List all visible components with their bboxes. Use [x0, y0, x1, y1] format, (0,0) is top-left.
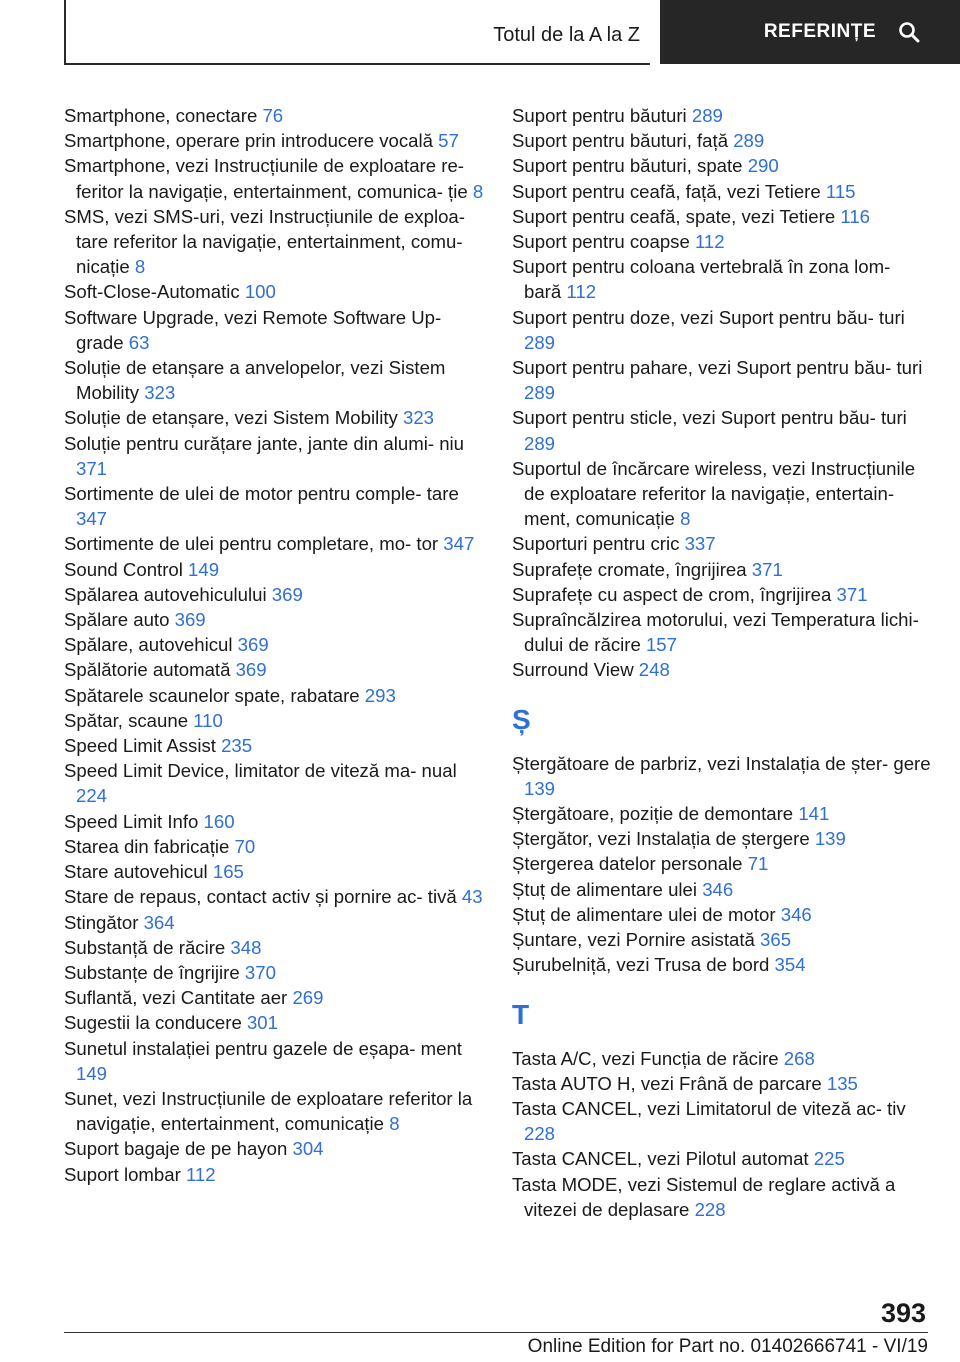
index-entry [512, 657, 932, 682]
page-reference-link[interactable]: 139 [524, 777, 556, 799]
page-reference-link[interactable]: 346 [780, 903, 812, 925]
page-reference-link[interactable]: 160 [203, 810, 235, 832]
page-reference-link[interactable]: 63 [128, 331, 150, 353]
page-reference-link[interactable]: 323 [144, 382, 176, 404]
index-entry [64, 557, 484, 582]
index-entry-text: Ștuț de alimentare ulei [512, 878, 698, 900]
index-entry-text: Sunetul instalației pentru gazele de eșapa‐ ment [64, 1037, 462, 1059]
index-entry [512, 128, 932, 153]
index-entry-text: Suport pentru băuturi [512, 105, 687, 126]
index-entry [64, 103, 484, 128]
index-entry [512, 254, 932, 304]
index-entry [64, 1136, 484, 1161]
index-entry [512, 1071, 932, 1096]
index-entry-text: SMS, vezi SMS-uri, vezi Instrucțiunile de exploa‐ tare referitor la navigație, entertainment, comu‐ nicație [64, 205, 465, 278]
index-entry-text: Ștuț de alimentare ulei de motor [512, 903, 776, 925]
page-reference-link[interactable]: 228 [524, 1123, 556, 1145]
page-reference-link[interactable]: 149 [188, 558, 220, 580]
page-reference-link[interactable]: 100 [244, 281, 276, 303]
index-entry-text: Spălarea autovehiculului [64, 583, 267, 605]
index-entry [64, 1162, 484, 1187]
page-reference-link[interactable]: 369 [237, 634, 269, 656]
index-entry-text: Stare autovehicul [64, 861, 208, 883]
page-reference-link[interactable]: 112 [185, 1163, 216, 1185]
index-entry [64, 531, 484, 556]
page-reference-link[interactable]: 371 [76, 457, 108, 479]
index-entry-text: Suport pentru doze, vezi Suport pentru bău‐ turi [512, 306, 905, 328]
footer-divider [64, 1332, 928, 1333]
index-entry [64, 405, 484, 430]
index-entry-text: Ștergător, vezi Instalația de ștergere [512, 828, 810, 850]
index-entry [512, 851, 932, 876]
page-reference-link[interactable]: 371 [836, 583, 868, 605]
page-reference-link[interactable]: 235 [221, 735, 253, 757]
page-reference-link[interactable]: 149 [76, 1062, 108, 1084]
edition-footer: Online Edition for Part no. 01402666741 - VI/19 [527, 1336, 928, 1357]
index-entry-text: Supraîncălzirea motorului, vezi Temperatura lichi‐ dului de răcire [512, 609, 919, 656]
index-entry-text: Speed Limit Info [64, 810, 199, 832]
references-tab-label: REFERINȚE [763, 21, 876, 42]
index-entry [64, 355, 484, 405]
index-entry-text: Surround View [512, 659, 634, 681]
index-entry-text: Stingător [64, 911, 139, 933]
page-reference-link[interactable]: 346 [702, 878, 734, 900]
index-entry-text: Suprafețe cu aspect de crom, îngrijirea [512, 583, 832, 605]
index-entry-text: Spălare auto [64, 609, 170, 631]
index-entry [64, 481, 484, 531]
index-entry-text: Suport pentru coapse [512, 231, 690, 253]
index-entry [512, 1096, 932, 1146]
page-reference-link[interactable]: 116 [840, 205, 871, 227]
index-entry-text: Tasta MODE, vezi Sistemul de reglare activă a vitezei de deplasare [512, 1173, 896, 1220]
page-reference-link[interactable]: 347 [443, 533, 475, 555]
index-entry [64, 935, 484, 960]
index-entry [512, 952, 932, 977]
index-entry [512, 305, 932, 355]
index-entry-text: Spălare, autovehicul [64, 634, 233, 656]
page-reference-link[interactable]: 289 [524, 432, 556, 454]
index-entry [64, 657, 484, 682]
index-entry [64, 683, 484, 708]
index-entry [64, 985, 484, 1010]
index-entry-text: Spălătorie automată [64, 659, 231, 681]
index-entry [512, 902, 932, 927]
index-entry [512, 1046, 932, 1071]
index-entry [64, 607, 484, 632]
index-entry [512, 557, 932, 582]
index-entry-text: Suport pentru sticle, vezi Suport pentru bău‐ turi [512, 407, 907, 429]
index-entry-text: Ștergerea datelor personale [512, 853, 743, 875]
page-reference-link[interactable]: 141 [798, 803, 830, 825]
search-icon[interactable] [898, 21, 920, 43]
index-entry [512, 405, 932, 455]
index-entry [512, 1172, 932, 1222]
index-entry-text: Suprafețe cromate, îngrijirea [512, 558, 747, 580]
index-entry [512, 355, 932, 405]
index-entry [512, 153, 932, 178]
page-reference-link[interactable]: 76 [262, 105, 284, 126]
page-reference-link[interactable]: 57 [438, 130, 459, 152]
index-entry-text: Suport pentru băuturi, față [512, 130, 729, 152]
page-reference-link[interactable]: 225 [813, 1148, 845, 1170]
page-reference-link[interactable]: 293 [364, 684, 396, 706]
index-entry-text: Spătarele scaunelor spate, rabatare [64, 684, 360, 706]
index-entry-text: Smartphone, operare prin introducere vocală [64, 130, 433, 152]
index-entry-text: Tasta CANCEL, vezi Pilotul automat [512, 1148, 809, 1170]
index-group-s [512, 103, 932, 683]
index-entry [64, 1010, 484, 1035]
page-reference-link[interactable]: 8 [389, 1113, 400, 1135]
index-column-left [64, 103, 484, 1187]
index-entry [512, 607, 932, 657]
index-entry [64, 884, 484, 909]
index-entry [512, 582, 932, 607]
index-entry-text: Substanțe de îngrijire [64, 961, 240, 983]
section-title: Totul de la A la Z [493, 24, 640, 46]
index-entry-text: Suport lombar [64, 1163, 181, 1185]
page-reference-link[interactable]: 369 [271, 583, 303, 605]
index-group-t [512, 1046, 932, 1222]
index-entry-text: Suport pentru ceafă, spate, vezi Tetiere [512, 205, 836, 227]
index-entry [512, 531, 932, 556]
index-entry [64, 859, 484, 884]
page-reference-link[interactable]: 112 [566, 281, 597, 303]
page-reference-link[interactable]: 43 [461, 886, 483, 908]
page-reference-link[interactable]: 165 [212, 861, 244, 883]
index-entry-text: Suport pentru ceafă, față, vezi Tetiere [512, 180, 821, 202]
index-entry-text: Soluție pentru curățare jante, jante din alumi‐ niu [64, 432, 465, 454]
index-entry-text: Tasta A/C, vezi Funcția de răcire [512, 1047, 779, 1069]
index-entry-text: Suportul de încărcare wireless, vezi Instrucțiunile de exploatare referitor la navigație, entertain‐ ment, comunicație [512, 457, 916, 530]
index-entry [512, 456, 932, 532]
index-entry-text: Sound Control [64, 558, 183, 580]
index-entry [512, 877, 932, 902]
index-entry [64, 204, 484, 280]
index-entry-text: Șurubelniță, vezi Trusa de bord [512, 954, 770, 976]
index-entry-text: Sunet, vezi Instrucțiunile de exploatare referitor la navigație, entertainment, comunicație [64, 1087, 473, 1135]
index-entry-text: Șuntare, vezi Pornire asistată [512, 929, 755, 951]
page-reference-link[interactable]: 110 [193, 709, 223, 731]
index-entry-text: Spătar, scaune [64, 709, 189, 731]
page-reference-link[interactable]: 135 [826, 1072, 858, 1094]
page-reference-link[interactable]: 157 [645, 634, 677, 656]
index-entry [64, 960, 484, 985]
references-tab[interactable] [660, 0, 960, 64]
index-entry [64, 128, 484, 153]
index-entry [512, 927, 932, 952]
page-reference-link[interactable]: 323 [402, 407, 435, 429]
page-reference-link[interactable]: 71 [747, 853, 769, 875]
index-entry [512, 179, 932, 204]
page-reference-link[interactable]: 354 [774, 954, 806, 976]
page-reference-link[interactable]: 112 [694, 231, 725, 253]
index-entry [64, 582, 484, 607]
index-entry [64, 153, 484, 203]
index-entry-text: Soluție de etanșare a anvelopelor, vezi Sistem Mobility [64, 357, 446, 404]
page-reference-link[interactable]: 139 [814, 828, 846, 850]
index-entry-text: Speed Limit Device, limitator de viteză ma‐ nual [64, 760, 457, 782]
page-reference-link[interactable]: 348 [230, 936, 262, 958]
page-reference-link[interactable]: 289 [733, 130, 765, 152]
index-entry-text: Suport bagaje de pe hayon [64, 1138, 288, 1160]
page-reference-link[interactable]: 70 [234, 835, 256, 857]
index-entry-text: Suport pentru coloana vertebrală în zona lom‐ bară [512, 256, 891, 303]
index-entry [512, 751, 932, 801]
index-group-s-comma [512, 751, 932, 978]
index-entry [64, 708, 484, 733]
index-entry [512, 826, 932, 851]
index-entry-text: Tasta AUTO H, vezi Frână de parcare [512, 1072, 822, 1094]
index-entry-text: Suflantă, vezi Cantitate aer [64, 987, 288, 1009]
index-entry [512, 103, 932, 128]
index-entry-text: Substanță de răcire [64, 936, 226, 958]
index-entry [64, 279, 484, 304]
index-entry [512, 204, 932, 229]
index-entry [64, 733, 484, 758]
index-entry-text: Soft-Close-Automatic [64, 281, 240, 303]
page-reference-link[interactable]: 290 [747, 155, 779, 177]
page-reference-link[interactable]: 289 [524, 331, 556, 353]
page-reference-link[interactable]: 224 [76, 785, 108, 807]
index-entry-text: Suporturi pentru cric [512, 533, 680, 555]
page-reference-link[interactable]: 8 [134, 256, 146, 278]
page-reference-link[interactable]: 301 [246, 1012, 278, 1034]
index-entry-text: Smartphone, vezi Instrucțiunile de exploatare re‐ feritor la navigație, entertainment, comunica‐ ție [64, 155, 468, 202]
index-entry [64, 910, 484, 935]
index-entry-text: Starea din fabricație [64, 835, 230, 857]
index-entry [512, 229, 932, 254]
index-entry-text: Soluție de etanșare, vezi Sistem Mobility [64, 407, 398, 429]
page-reference-link[interactable]: 347 [76, 508, 108, 530]
page-reference-link[interactable]: 369 [235, 659, 267, 681]
page-reference-link[interactable]: 364 [143, 911, 175, 933]
index-entry [64, 758, 484, 808]
index-entry [512, 1146, 932, 1171]
page-reference-link[interactable]: 337 [684, 533, 716, 555]
index-entry-text: Smartphone, conectare [64, 105, 258, 126]
index-entry [64, 632, 484, 657]
index-entry [64, 305, 484, 355]
index-entry [512, 801, 932, 826]
index-entry-text: Stare de repaus, contact activ și pornire ac‐ tivă [64, 886, 457, 908]
index-entry-text: Suport pentru pahare, vezi Suport pentru bău‐ turi [512, 357, 923, 379]
page-reference-link[interactable]: 369 [174, 609, 206, 631]
index-column-right [512, 103, 932, 1222]
index-entry-text: Software Upgrade, vezi Remote Software Up‐ grade [64, 306, 442, 353]
index-entry [64, 834, 484, 859]
letter-heading-s-comma: Ș [512, 703, 531, 735]
page-reference-link[interactable]: 289 [691, 105, 723, 126]
page-reference-link[interactable]: 370 [244, 961, 276, 983]
page-reference-link[interactable]: 304 [292, 1138, 324, 1160]
page-reference-link[interactable]: 269 [292, 987, 324, 1009]
page-reference-link[interactable]: 248 [638, 659, 670, 681]
index-entry-text: Tasta CANCEL, vezi Limitatorul de viteză ac‐ tiv [512, 1097, 906, 1119]
page-reference-link[interactable]: 371 [751, 558, 783, 580]
index-entry [64, 431, 484, 481]
page-number: 393 [880, 1298, 926, 1328]
letter-heading-t: T [512, 998, 530, 1030]
index-entry-text: Speed Limit Assist [64, 735, 216, 757]
index-entry-text: Sortimente de ulei de motor pentru comple‐ tare [64, 483, 459, 505]
page-reference-link[interactable]: 365 [760, 929, 792, 951]
page-reference-link[interactable]: 115 [825, 180, 856, 202]
index-entry [64, 1086, 484, 1136]
index-entry [64, 1036, 484, 1086]
index-entry-text: Ștergătoare de parbriz, vezi Instalația de șter‐ gere [512, 752, 931, 774]
header-divider-horizontal [64, 63, 650, 65]
page-reference-link[interactable]: 228 [694, 1198, 726, 1220]
page-reference-link[interactable]: 268 [783, 1047, 815, 1069]
index-entry-text: Sugestii la conducere [64, 1012, 242, 1034]
page-reference-link[interactable]: 8 [680, 508, 691, 530]
index-entry-text: Ștergătoare, poziție de demontare [512, 803, 794, 825]
page-reference-link[interactable]: 8 [472, 180, 484, 202]
index-entry-text: Sortimente de ulei pentru completare, mo‐ tor [64, 533, 439, 555]
index-entry [64, 809, 484, 834]
page-reference-link[interactable]: 289 [524, 382, 556, 404]
index-entry-text: Suport pentru băuturi, spate [512, 155, 743, 177]
